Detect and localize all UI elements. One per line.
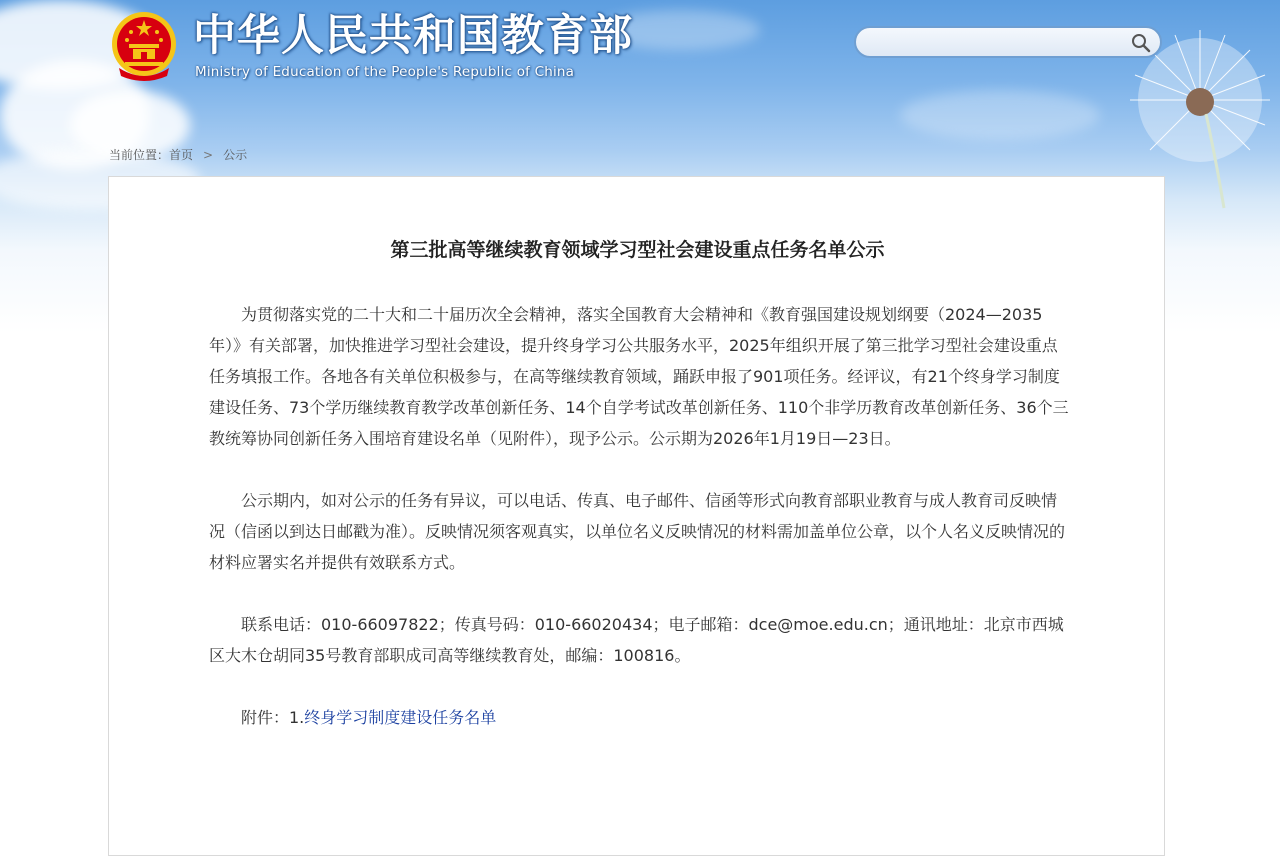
search-icon[interactable] bbox=[1130, 32, 1152, 54]
attachment-line bbox=[209, 702, 1069, 733]
site-subtitle: Ministry of Education of the People's Republic of China bbox=[195, 64, 575, 80]
article-paragraph-3: 联系电话：010-66097822；传真号码：010-66020434；电子邮箱：dce@moe.edu.cn；通讯地址：北京市西城区大木仓胡同35号教育部职成司高等继续教育处，邮编：100816。 bbox=[209, 615, 1064, 665]
breadcrumb-current-link[interactable]: 公示 bbox=[223, 148, 248, 162]
article-paragraph-2: 公示期内，如对公示的任务有异议，可以电话、传真、电子邮件、信函等形式向教育部职业教育与成人教育司反映情况（信函以到达日邮戳为准）。反映情况须客观真实，以单位名义反映情况的材料需加盖单位公章，以个人名义反映情况的材料应署实名并提供有效联系方式。 bbox=[209, 491, 1066, 572]
breadcrumb bbox=[109, 146, 247, 163]
article-container bbox=[108, 176, 1165, 856]
breadcrumb-separator: > bbox=[203, 148, 214, 162]
breadcrumb-prefix: 当前位置： bbox=[109, 148, 170, 162]
article-title: 第三批高等继续教育领域学习型社会建设重点任务名单公示 bbox=[390, 239, 885, 261]
attachment-prefix: 附件：1. bbox=[241, 708, 305, 727]
article-body bbox=[209, 299, 1069, 733]
site-title: 中华人民共和国教育部 bbox=[193, 11, 633, 61]
national-emblem-icon bbox=[109, 10, 179, 82]
search-input[interactable] bbox=[866, 32, 1120, 54]
search-box bbox=[854, 26, 1162, 58]
breadcrumb-home-link[interactable]: 首页 bbox=[169, 148, 194, 162]
article-paragraph-1: 为贯彻落实党的二十大和二十届历次全会精神，落实全国教育大会精神和《教育强国建设规划纲要（2024—2035年）》有关部署，加快推进学习型社会建设，提升终身学习公共服务水平，2025年组织开展了第三批学习型社会建设重点任务填报工作。各地各有关单位积极参与，在高等继续教育领域，踊跃申报了901项任务。经评议，有21个终身学习制度建设任务、73个学历继续教育教学改革创新任务、14个自学考试改革创新任务、110个非学历教育改革创新任务、36个三教统筹协同创新任务入围培育建设名单（见附件），现予公示。公示期为2026年1月19日—23日。 bbox=[209, 305, 1069, 448]
attachment-link-1[interactable]: 终身学习制度建设任务名单 bbox=[304, 708, 497, 727]
